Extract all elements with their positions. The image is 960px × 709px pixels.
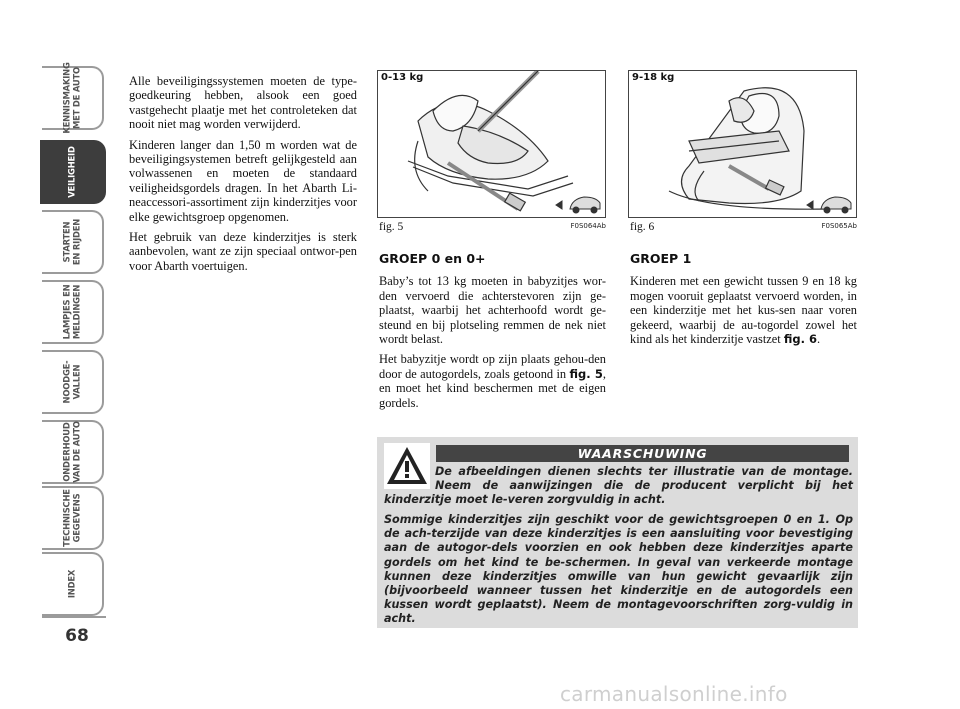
tab-index[interactable] xyxy=(42,552,104,616)
warning-box xyxy=(377,437,858,628)
warning-text xyxy=(384,465,853,632)
figure-5-code: F0S064Ab xyxy=(570,222,606,230)
tab-label: NOODGE- VALLEN xyxy=(61,360,81,404)
text-run: , en moet het kind beschermen met de eigen gordels. xyxy=(379,366,606,410)
tab-label: STARTEN EN RIJDEN xyxy=(61,218,81,266)
tab-label: TECHNISCHE GEGEVENS xyxy=(61,489,81,547)
figure-reference: fig. 6 xyxy=(783,332,817,347)
section-heading: GROEP 0 en 0+ xyxy=(379,251,486,266)
figure-5-infant-seat xyxy=(377,70,606,218)
figure-6-child-seat xyxy=(628,70,857,218)
group-1-column xyxy=(630,252,857,352)
tab-onderhoud[interactable] xyxy=(42,420,104,484)
text-run: Kinderen met een gewicht tussen 9 en 18 kg mogen vooruit geplaatst vervoerd worden, in een kinderzitje met het kus-sen naar voren gekeerd, waarbij de au-togordel zowel het kind als het kinderzitje vastzet xyxy=(630,274,857,347)
paragraph: Alle beveiligingssystemen moeten de type-goedkeuring hebben, alsook een goed vastgehecht plaatje met het controleteken dat nooit niet mag worden verwijderd. xyxy=(129,74,357,132)
warning-paragraph: Sommige kinderzitjes zijn geschikt voor de gewichtsgroepen 0 en 1. Op de ach-terzijde van deze kinderzitjes is een aansluiting voor bevestiging aan de autogor-dels voorzien en ook hebben deze kinderzitjes aparte gordels om het kind te be-schermen. In geval van verkeerde montage kunnen deze kinderzitjes omwille van hun gewicht gevaarlijk zijn (bijvoorbeeld wanneer tussen het kinderzitje en de autogordels een kussen wordt geplaatst). Neem de montagevoorschriften zorg-vuldig in acht. xyxy=(384,513,853,625)
tab-label: INDEX xyxy=(66,569,77,599)
car-direction-icon xyxy=(807,197,851,213)
child-seat-illustration xyxy=(629,71,857,218)
tab-technische[interactable] xyxy=(42,486,104,550)
tab-starten[interactable] xyxy=(42,210,104,274)
page-number: 68 xyxy=(65,626,89,646)
weight-label: 0-13 kg xyxy=(381,72,424,83)
figure-6-code: F0S065Ab xyxy=(821,222,857,230)
paragraph xyxy=(630,274,857,346)
tab-lampjes[interactable] xyxy=(42,280,104,344)
tab-kennismaking[interactable] xyxy=(42,62,104,134)
tab-noodgevallen[interactable] xyxy=(42,350,104,414)
tab-label: VEILIGHEID xyxy=(66,146,77,198)
section-heading: GROEP 1 xyxy=(630,251,692,266)
car-direction-icon xyxy=(556,197,600,213)
weight-label: 9-18 kg xyxy=(632,72,675,83)
tab-label: LAMPJES EN MELDINGEN xyxy=(61,284,81,340)
tab-veiligheid[interactable] xyxy=(40,140,106,204)
infant-seat-illustration xyxy=(378,71,606,218)
intro-column xyxy=(129,74,357,279)
figure-reference: fig. 5 xyxy=(569,366,603,381)
watermark: carmanualsonline.info xyxy=(560,682,788,706)
tab-label: KENNISMAKING MET DE AUTO xyxy=(61,62,81,134)
text-run: . xyxy=(816,332,821,347)
paragraph xyxy=(379,352,606,410)
warning-title: WAARSCHUWING xyxy=(577,446,708,461)
chapter-sidebar xyxy=(42,62,106,616)
text-run: Het babyzitje wordt op zijn plaats gehou-den door de autogordels, zoals getoond in xyxy=(379,352,606,381)
tab-label: ONDERHOUD VAN DE AUTO xyxy=(61,421,81,483)
group-0-column xyxy=(379,252,606,416)
warning-paragraph: De afbeeldingen dienen slechts ter illustratie van de montage. Neem de aanwijzingen die de producent verplicht bij het kinderzitje moet le-veren zorgvuldig in acht. xyxy=(384,465,853,507)
paragraph: Kinderen langer dan 1,50 m worden wat de beveiligingsystemen betreft gelijkgesteld aan volwassenen en moeten de standaard veiligheidsgordels dragen. In het Abarth Li-neaccessori-assortiment zijn kinderzitjes voor elke gewichtsgroep opgenomen. xyxy=(129,137,357,224)
warning-title-bar xyxy=(436,445,849,462)
paragraph: Het gebruik van deze kinderzitjes is sterk aanbevolen, want ze zijn speciaal ontwor-pen voor Abarth voertuigen. xyxy=(129,230,357,273)
figure-5-caption: fig. 5 xyxy=(379,221,404,233)
sidebar-divider xyxy=(42,616,106,618)
paragraph: Baby’s tot 13 kg moeten in babyzitjes wor-den vervoerd die achterstevoren zijn ge-plaatst, waarbij het achterhoofd wordt ge-steund en bij plotseling remmen de nek niet wordt belast. xyxy=(379,274,606,347)
figure-6-caption: fig. 6 xyxy=(630,221,655,233)
